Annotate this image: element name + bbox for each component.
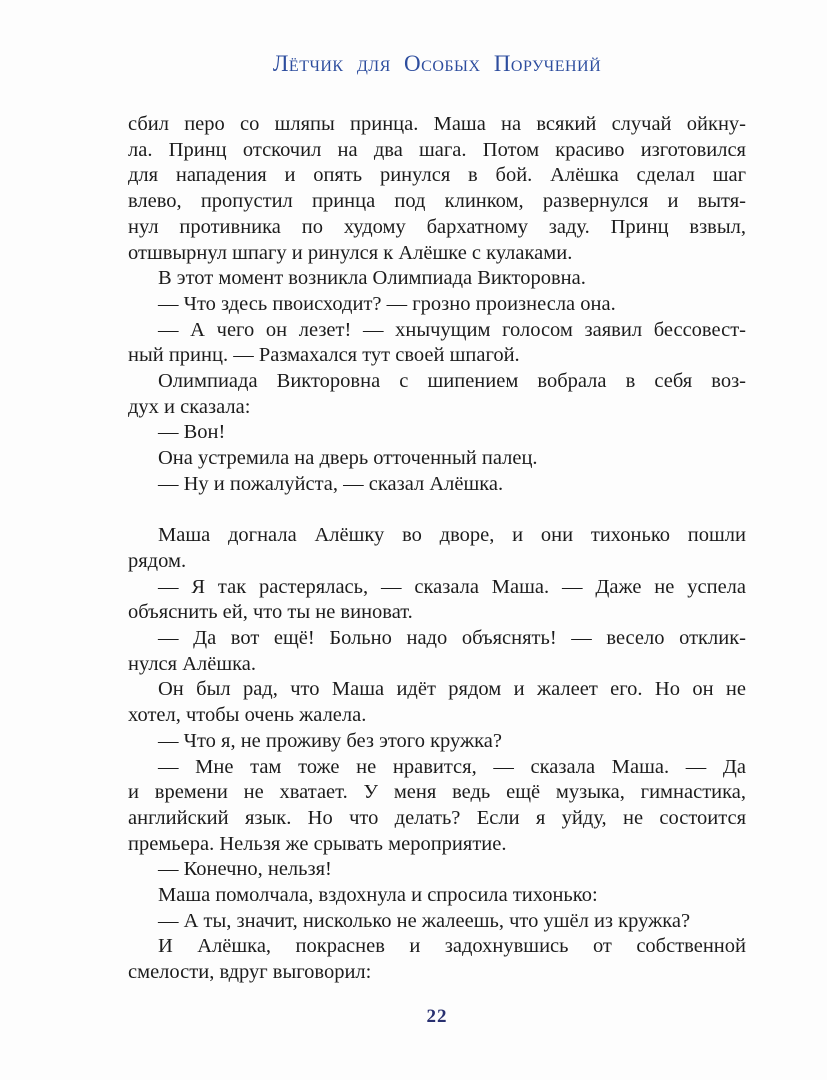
text-line: — Что я, не проживу без этого кружка?: [158, 729, 503, 752]
text-line: — Мне там тоже не нравится, — сказала Маша. — Да: [158, 755, 746, 778]
text-block: [128, 112, 746, 986]
running-header-title: Лётчик для Особых Поручений: [272, 51, 602, 76]
text-line: — Вон!: [158, 421, 226, 444]
text-line: — А ты, значит, нисколько не жалеешь, что ушёл из кружка?: [158, 909, 691, 932]
text-line: дух и сказала:: [128, 395, 251, 418]
text-line: Маша догнала Алёшку во дворе, и они тихонько пошли: [158, 524, 746, 547]
text-line: Она устремила на дверь отточенный палец.: [158, 447, 538, 470]
text-line: Он был рад, что Маша идёт рядом и жалеет его. Но он не: [158, 678, 746, 701]
text-line: для нападения и опять ринулся в бой. Алёшка сделал шаг: [128, 164, 746, 187]
text-line: и времени не хватает. У меня ведь ещё музыка, гимнастика,: [128, 781, 746, 804]
text-line: нул противника по худому бархатному заду. Принц взвыл,: [128, 215, 746, 238]
page-number: 22: [426, 1006, 448, 1027]
text-line: И Алёшка, покраснев и задохнувшись от собственной: [158, 935, 746, 958]
text-line: рядом.: [128, 549, 187, 572]
text-line: хотел, чтобы очень жалела.: [128, 704, 367, 727]
text-line: — А чего он лезет! — хнычущим голосом заявил бессовест-: [158, 318, 746, 341]
text-line: отшвырнул шпагу и ринулся к Алёшке с кулаками.: [128, 241, 573, 264]
text-line: — Конечно, нельзя!: [158, 858, 332, 881]
text-line: — Ну и пожалуйста, — сказал Алёшка.: [158, 472, 504, 495]
text-line: премьера. Нельзя же срывать мероприятие.: [128, 832, 507, 855]
text-line: — Что здесь пвоисходит? — грозно произнесла она.: [158, 292, 616, 315]
text-line: сбил перо со шляпы принца. Маша на всякий случай ойкну-: [128, 113, 746, 135]
text-line: смелости, вдруг выговорил:: [128, 961, 372, 984]
text-line: английский язык. Но что делать? Если я уйду, не состоится: [128, 806, 746, 829]
text-line: — Да вот ещё! Больно надо объяснять! — весело отклик-: [158, 627, 746, 650]
text-line: В этот момент возникла Олимпиада Викторовна.: [158, 267, 586, 290]
text-line: влево, пропустил принца под клинком, развернулся и вытя-: [128, 190, 746, 213]
text-line: объяснить ей, что ты не виноват.: [128, 601, 413, 624]
text-line: Олимпиада Викторовна с шипением вобрала в себя воз-: [158, 370, 746, 393]
text-line: ный принц. — Размахался тут своей шпагой.: [128, 344, 520, 367]
text-line: Маша помолчала, вздохнула и спросила тихонько:: [158, 884, 598, 907]
text-line: нулся Алёшка.: [128, 652, 256, 675]
text-line: ла. Принц отскочил на два шага. Потом красиво изготовился: [128, 138, 746, 161]
text-line: — Я так растерялась, — сказала Маша. — Даже не успела: [158, 575, 746, 598]
